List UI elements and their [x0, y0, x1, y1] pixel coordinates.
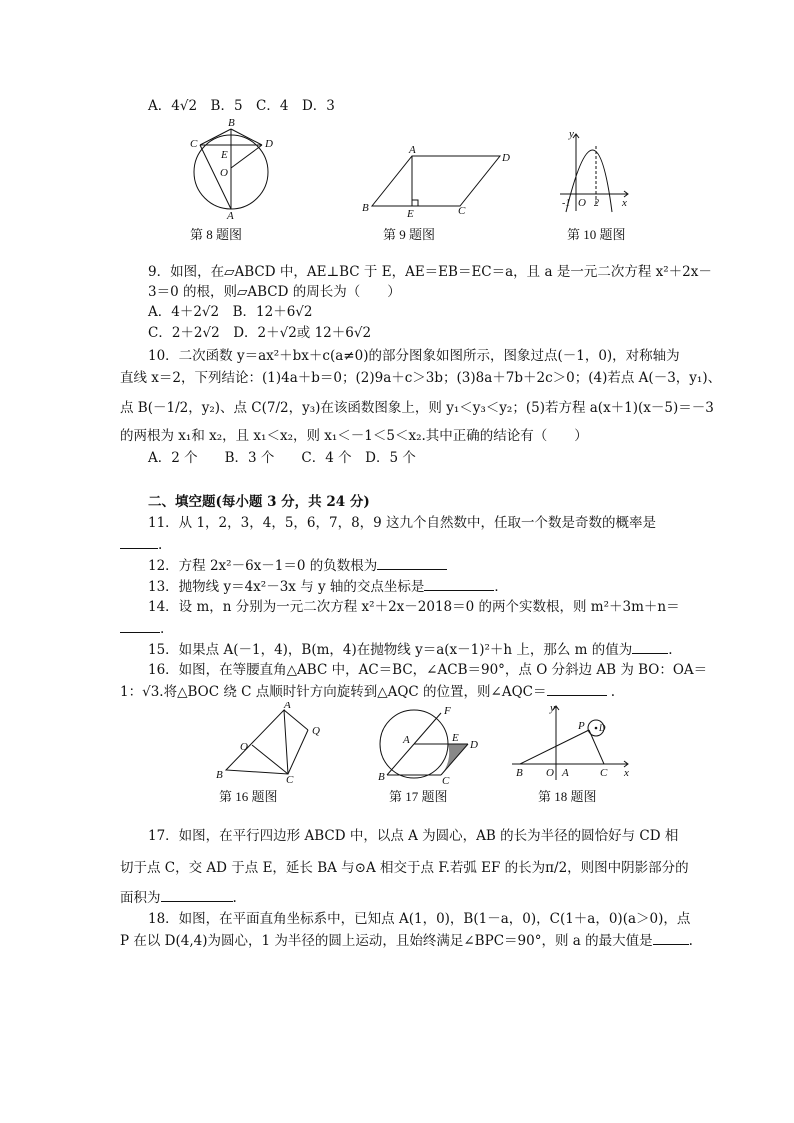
fig9-right-angle: [412, 200, 418, 206]
fig18-line-pc: [589, 730, 604, 764]
q10-line2: 直线 x＝2，下列结论：(1)4a＋b＝0；(2)9a＋c＞3b；(3)8a＋7b＋2c＞0；(4)若点 A(－3，y₁)、: [120, 370, 722, 386]
figure-8: [186, 118, 286, 220]
fig17-label-f: F: [444, 705, 451, 717]
fig16-line-aq: [284, 710, 308, 730]
caption-fig10: 第 10 题图: [567, 227, 626, 242]
caption-fig18: 第 18 题图: [538, 789, 597, 804]
fig9-parallelogram: [372, 156, 500, 206]
section2-title: 二、填空题(每小题 3 分，共 24 分): [148, 494, 370, 510]
q18-line2: P 在以 D(4,4)为圆心，1 为半径的圆上运动，且始终满足∠BPC＝90°，则 a 的最大值是 .: [120, 933, 693, 949]
fig18-center-d: [595, 727, 598, 730]
q18-answer-blank[interactable]: [653, 932, 689, 945]
q10-line3: 点 B(－1/2，y₂)、点 C(7/2，y₃)在该函数图象上，则 y₁＜y₃＜y₂；(5)若方程 a(x＋1)(x－5)＝－3: [120, 400, 714, 416]
q16-line2: 1：√3.将△BOC 绕 C 点顺时针方向旋转到△AQC 的位置，则∠AQC＝ .: [120, 684, 616, 700]
q12-line: [148, 557, 447, 575]
figure-9: [360, 144, 520, 218]
q10-line1: 10．二次函数 y＝ax²＋bx＋c(a≠0)的部分图象如图所示，图象过点(－1，0)，对称轴为: [148, 348, 680, 364]
fig10-label-y: y: [569, 128, 574, 140]
fig8-line-cb: [200, 129, 231, 145]
fig10-label-minus1: -1: [562, 198, 571, 209]
fig10-label-2: 2: [594, 198, 599, 209]
fig8-label-c: C: [190, 138, 198, 150]
fig16-label-c: C: [286, 774, 294, 784]
q9-line1: 9．如图，在▱ABCD 中，AE⊥BC 于 E，AE＝EB＝EC＝a，且 a 是一元二次方程 x²＋2x－: [148, 264, 712, 280]
q11-answer-blank[interactable]: [120, 536, 158, 549]
q10-options: A．2 个 B．3 个 C．4 个 D．5 个: [148, 450, 416, 466]
q13-text: 13．抛物线 y＝4x²－3x 与 y 轴的交点坐标是: [148, 579, 425, 595]
caption-fig17: 第 17 题图: [389, 789, 448, 804]
fig18-label-y: y: [550, 702, 555, 714]
q13-line: 13．抛物线 y＝4x²－3x 与 y 轴的交点坐标是 ．: [148, 579, 508, 595]
fig18-label-p: P: [578, 720, 585, 732]
fig16-label-a: A: [284, 702, 291, 711]
q17-line3: 面积为 .: [120, 890, 237, 906]
q17-line2: 切于点 C，交 AD 于点 E，延长 BA 与⊙A 相交于点 F.若弧 EF 的长为π/2，则图中阴影部分的: [120, 860, 689, 876]
q15-answer-blank[interactable]: [632, 641, 668, 654]
fig17-label-a: A: [403, 734, 410, 746]
fig18-label-o: O: [546, 767, 554, 779]
q14-period: .: [160, 621, 165, 637]
fig18-label-x: x: [624, 767, 629, 779]
q11-period: .: [158, 537, 163, 553]
q17-answer-blank[interactable]: [161, 889, 233, 902]
fig8-label-a: A: [227, 210, 234, 220]
q16-text: 1：√3.将△BOC 绕 C 点顺时针方向旋转到△AQC 的位置，则∠AQC＝: [120, 684, 547, 700]
fig16-label-o: O: [240, 741, 248, 753]
q16-answer-blank[interactable]: [547, 683, 607, 696]
q18-text: P 在以 D(4,4)为圆心，1 为半径的圆上运动，且始终满足∠BPC＝90°，则 a 的最大值是: [120, 933, 653, 949]
fig18-label-c: C: [600, 767, 608, 779]
q10-line4: 的两根为 x₁和 x₂，且 x₁＜x₂，则 x₁＜－1＜5＜x₂.其中正确的结论有（ ）: [120, 428, 588, 444]
fig9-label-e: E: [407, 208, 414, 218]
q12-answer-blank[interactable]: [377, 557, 447, 570]
fig8-label-b: B: [228, 118, 235, 129]
fig9-label-c: C: [458, 205, 466, 217]
fig10-label-x: x: [622, 197, 627, 209]
figure-17: [368, 704, 488, 786]
fig10-label-o: O: [578, 197, 586, 209]
fig16-label-b: B: [216, 769, 223, 781]
caption-fig16: 第 16 题图: [219, 789, 278, 804]
fig16-label-q: Q: [312, 725, 320, 737]
fig16-triangle-abc: [226, 710, 288, 774]
figure-16: [212, 702, 332, 784]
figure-10: [556, 126, 636, 216]
q11-line2: [120, 536, 162, 554]
fig17-line-af: [414, 713, 441, 744]
fig16-line-oc: [252, 745, 288, 774]
caption-fig8: 第 8 题图: [190, 227, 243, 242]
q12-text: 12．方程 2x²－6x－1＝0 的负数根为: [148, 558, 378, 574]
fig8-label-e: E: [221, 149, 228, 161]
fig17-label-d: D: [470, 739, 478, 751]
q8-options: A．4√2 B．5 C．4 D．3: [148, 98, 335, 114]
fig9-label-a: A: [409, 144, 416, 156]
fig17-line-ab: [387, 744, 414, 775]
q14-answer-blank[interactable]: [120, 620, 160, 633]
q9-options1: A．4＋2√2 B．12＋6√2: [148, 304, 313, 320]
fig17-label-e: E: [452, 732, 459, 744]
fig16-line-qc: [288, 730, 308, 774]
fig8-line-od: [231, 145, 262, 168]
q18-line1: 18．如图，在平面直角坐标系中，已知点 A(1，0)，B(1－a，0)，C(1＋a，0)(a＞0)，点: [148, 911, 691, 927]
fig9-label-d: D: [502, 152, 510, 164]
fig18-line-bp: [520, 730, 589, 764]
q14-line1: 14．设 m，n 分别为一元二次方程 x²＋2x－2018＝0 的两个实数根，则 m²＋3m＋n＝: [148, 599, 680, 615]
fig17-label-c: C: [442, 775, 450, 786]
q15-text: 15．如果点 A(－1，4)，B(m，4)在抛物线 y＝a(x－1)²＋h 上，那么 m 的值为: [148, 642, 633, 658]
figure-18: [508, 700, 638, 784]
q15-line: 15．如果点 A(－1，4)，B(m，4)在抛物线 y＝a(x－1)²＋h 上，那么 m 的值为 .: [148, 642, 673, 658]
q11-line1: 11．从 1，2，3，4，5，6，7，8，9 这九个自然数中，任取一个数是奇数的概率是: [148, 515, 657, 531]
fig17-label-b: B: [378, 771, 385, 783]
fig18-label-d: D: [599, 723, 606, 733]
fig10-parabola: [566, 150, 612, 212]
fig18-label-a: A: [562, 767, 569, 779]
fig8-line-bd: [231, 129, 262, 145]
q17-line1: 17．如图，在平行四边形 ABCD 中，以点 A 为圆心，AB 的长为半径的圆恰好与 CD 相: [148, 828, 679, 844]
q9-options2: C．2＋2√2 D．2＋√2或 12＋6√2: [148, 325, 372, 341]
q14-line2: [120, 620, 164, 638]
q9-line2: 3＝0 的根，则▱ABCD 的周长为（ ）: [148, 284, 401, 300]
q13-answer-blank[interactable]: [424, 578, 494, 591]
caption-fig9: 第 9 题图: [383, 227, 436, 242]
fig18-label-b: B: [516, 767, 523, 779]
fig9-label-b: B: [362, 202, 369, 214]
q17-text: 面积为: [120, 890, 161, 906]
fig8-label-o: O: [220, 167, 228, 179]
q16-line1: 16．如图，在等腰直角△ABC 中，AC＝BC，∠ACB＝90°，点 O 分斜边 AB 为 BO：OA＝: [148, 662, 708, 678]
fig8-label-d: D: [265, 138, 273, 150]
